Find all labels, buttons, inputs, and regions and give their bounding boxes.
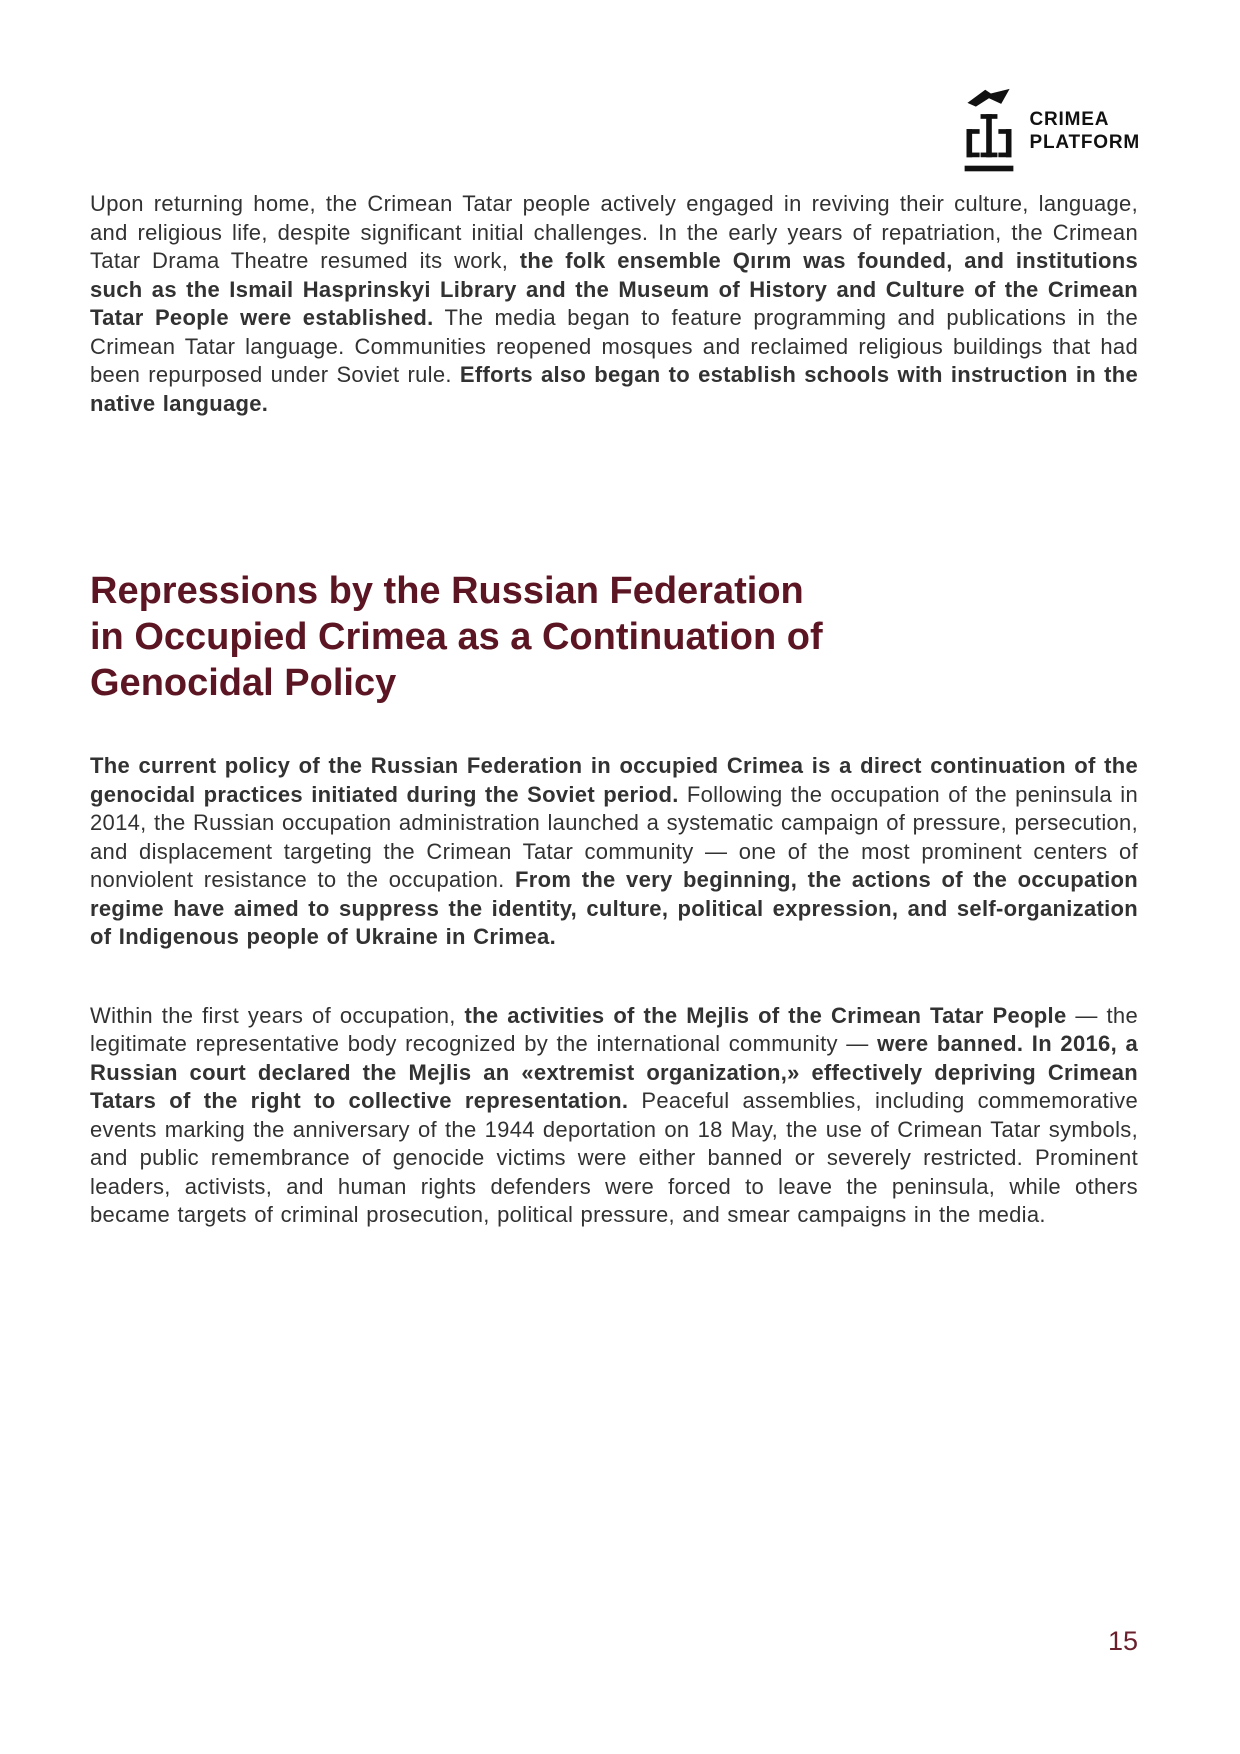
paragraph-run: Within the first years of occupation, (90, 1002, 465, 1028)
paragraph-repatriation (90, 190, 1138, 418)
page-content (90, 190, 1138, 1230)
paragraph-mejlis-ban (90, 1002, 1138, 1230)
paragraph-current-policy (90, 752, 1138, 952)
logo-text-line2: PLATFORM (1029, 132, 1140, 153)
paragraph-run-bold: Efforts also began to establish schools with instruction in the native language. (90, 362, 1138, 416)
paragraph-run-bold: The current policy of the Russian Federation in occupied Crimea is a direct continuation of the genocidal practices initiated during the Soviet period. (90, 753, 1138, 807)
paragraph-run-bold: the activities of the Mejlis of the Crimean Tatar People (464, 1002, 1067, 1028)
paragraph-run: — the legitimate representative body recognized by the international community — (90, 1002, 1138, 1056)
logo-text-line1: CRIMEA (1029, 109, 1110, 130)
paragraph-run-bold: From the very beginning, the actions of the occupation regime have aimed to suppress the identity, culture, political expression, and self-organization of Indigenous people of Ukraine in Crimea. (90, 867, 1138, 949)
crimea-platform-logo (963, 86, 1140, 176)
heading-line3: Genocidal Policy (90, 662, 397, 704)
heading-line1: Repressions by the Russian Federation (90, 570, 804, 612)
logo-wordmark (1029, 108, 1140, 154)
tamga-bird-icon (963, 86, 1015, 176)
paragraph-run-bold: the folk ensemble Qırım was founded, and institutions such as the Ismail Hasprinskyi Library and the Museum of History and Culture of the Crimean Tatar People were established. (90, 248, 1138, 330)
heading-line2: in Occupied Crimea as a Continuation of (90, 616, 823, 658)
paragraph-run: The media began to feature programming and publications in the Crimean Tatar language. Communities reopened mosques and reclaimed religious buildings that had been repurposed under Soviet rule. (90, 305, 1138, 387)
paragraph-run: Peaceful assemblies, including commemorative events marking the anniversary of the 1944 deportation on 18 May, the use of Crimean Tatar symbols, and public remembrance of genocide victims were either banned or severely restricted. Prominent leaders, activists, and human rights defenders were forced to leave the peninsula, while others became targets of criminal prosecution, political pressure, and smear campaigns in the media. (90, 1088, 1138, 1227)
section-heading (90, 568, 1138, 706)
page-number: 15 (1107, 1626, 1138, 1656)
paragraph-run-bold: were banned. In 2016, a Russian court declared the Mejlis an «extremist organization,» effectively depriving Crimean Tatars of the right to collective representation. (90, 1031, 1139, 1113)
paragraph-run: Following the occupation of the peninsula in 2014, the Russian occupation administration launched a systematic campaign of pressure, persecution, and displacement targeting the Crimean Tatar community — one of the most prominent centers of nonviolent resistance to the occupation. (90, 781, 1138, 892)
paragraph-run: Upon returning home, the Crimean Tatar people actively engaged in reviving their culture, language, and religious life, despite significant initial challenges. In the early years of repatriation, the Crimean Tatar Drama Theatre resumed its work, (90, 191, 1138, 273)
